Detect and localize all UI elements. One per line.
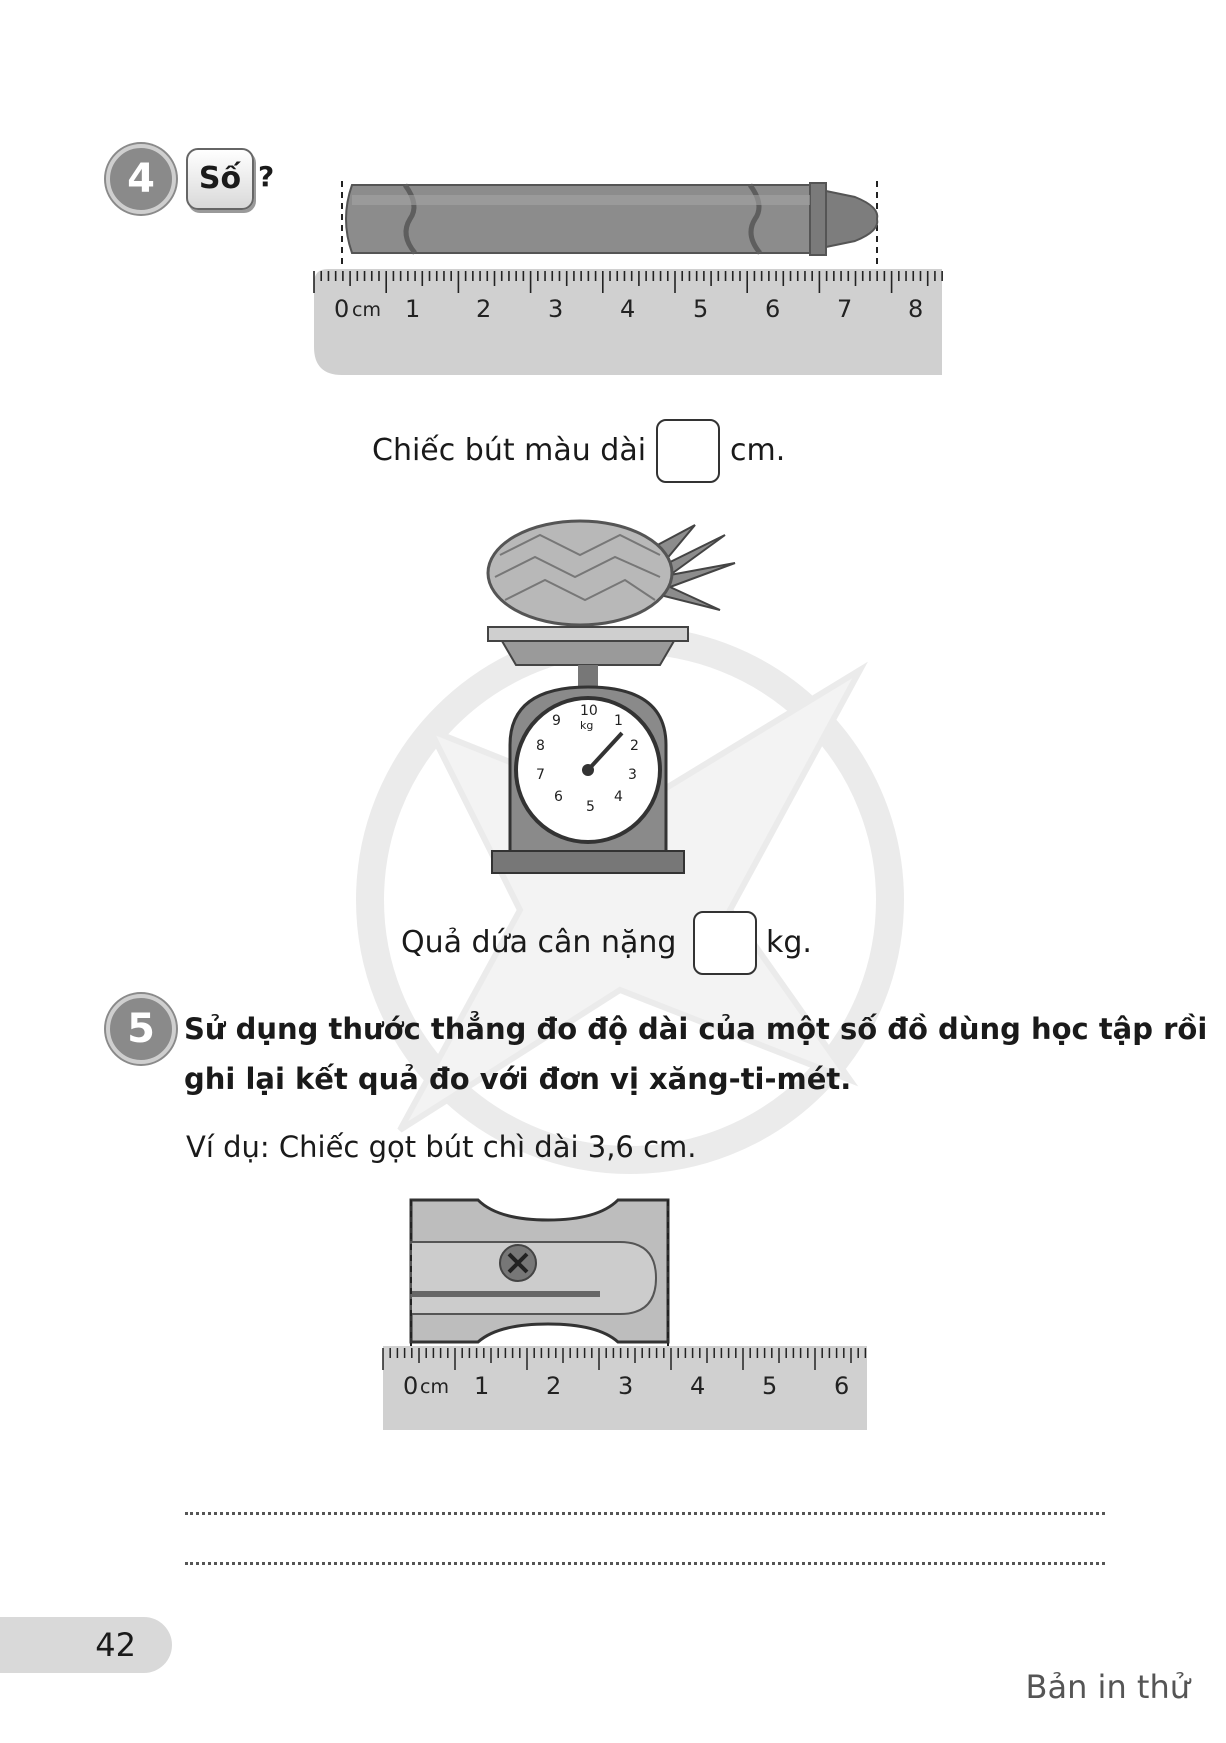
- scale-dial-labels: [510, 695, 660, 845]
- crayon-ruler-tick-labels: [310, 295, 950, 335]
- tick-label: 1: [405, 295, 421, 323]
- unit-label: cm: [420, 1376, 449, 1398]
- sentence-unit: cm.: [730, 433, 786, 468]
- dial-label: 10: [580, 703, 598, 719]
- tick-label: 3: [618, 1372, 634, 1400]
- sentence-text: Chiếc bút màu dài: [372, 433, 647, 468]
- tick-label: 0: [403, 1372, 419, 1400]
- tick-label: 3: [548, 295, 564, 323]
- crayon-icon: [346, 183, 877, 255]
- pineapple-weight-sentence: Quả dứa cân nặng: [401, 925, 677, 960]
- sentence-unit: kg.: [766, 925, 812, 960]
- unit-label: cm: [352, 299, 381, 321]
- exercise-5-instruction-line-1: Sử dụng thước thẳng đo độ dài của một số đồ dùng học tập rồi: [184, 1012, 1208, 1046]
- tick-label: 6: [765, 295, 781, 323]
- dial-label: kg: [580, 719, 594, 732]
- exercise-5-instruction-line-2: ghi lại kết quả đo với đơn vị xăng-ti-mét.: [184, 1062, 852, 1096]
- tick-label: 0: [334, 295, 350, 323]
- sharpener-ruler-tick-labels: [380, 1372, 870, 1412]
- crayon-ruler-illustration: [310, 175, 950, 375]
- crayon-length-answer-box[interactable]: [656, 419, 720, 483]
- dial-label: 5: [586, 799, 595, 815]
- pineapple-icon: [488, 521, 735, 625]
- draft-print-label: Bản in thử: [1025, 1668, 1190, 1706]
- dial-label: 6: [554, 789, 563, 805]
- tick-label: 7: [837, 295, 853, 323]
- dial-label: 2: [630, 738, 639, 754]
- tick-label: 4: [690, 1372, 706, 1400]
- dial-label: 4: [614, 789, 623, 805]
- sharpener-icon: [411, 1200, 668, 1342]
- exercise-4-number: 4: [106, 144, 176, 214]
- example-sentence: Ví dụ: Chiếc gọt bút chì dài 3,6 cm.: [186, 1130, 697, 1164]
- page-number: 42: [0, 1617, 172, 1673]
- tick-label: 8: [908, 295, 924, 323]
- tick-label: 5: [762, 1372, 778, 1400]
- tick-label: 5: [693, 295, 709, 323]
- tick-label: 6: [834, 1372, 850, 1400]
- dial-label: 7: [536, 767, 545, 783]
- dial-label: 9: [552, 713, 561, 729]
- dial-label: 1: [614, 713, 623, 729]
- dial-label: 8: [536, 738, 545, 754]
- so-label-box: Số: [186, 148, 254, 210]
- answer-line[interactable]: [185, 1512, 1105, 1515]
- answer-line[interactable]: [185, 1562, 1105, 1565]
- exercise-5-number: 5: [106, 994, 176, 1064]
- dial-label: 3: [628, 767, 637, 783]
- crayon-length-sentence: [372, 433, 646, 468]
- question-mark: ?: [258, 160, 275, 193]
- tick-label: 1: [474, 1372, 490, 1400]
- pineapple-weight-answer-box[interactable]: [693, 911, 757, 975]
- tick-label: 2: [476, 295, 492, 323]
- tick-label: 4: [620, 295, 636, 323]
- tick-label: 2: [546, 1372, 562, 1400]
